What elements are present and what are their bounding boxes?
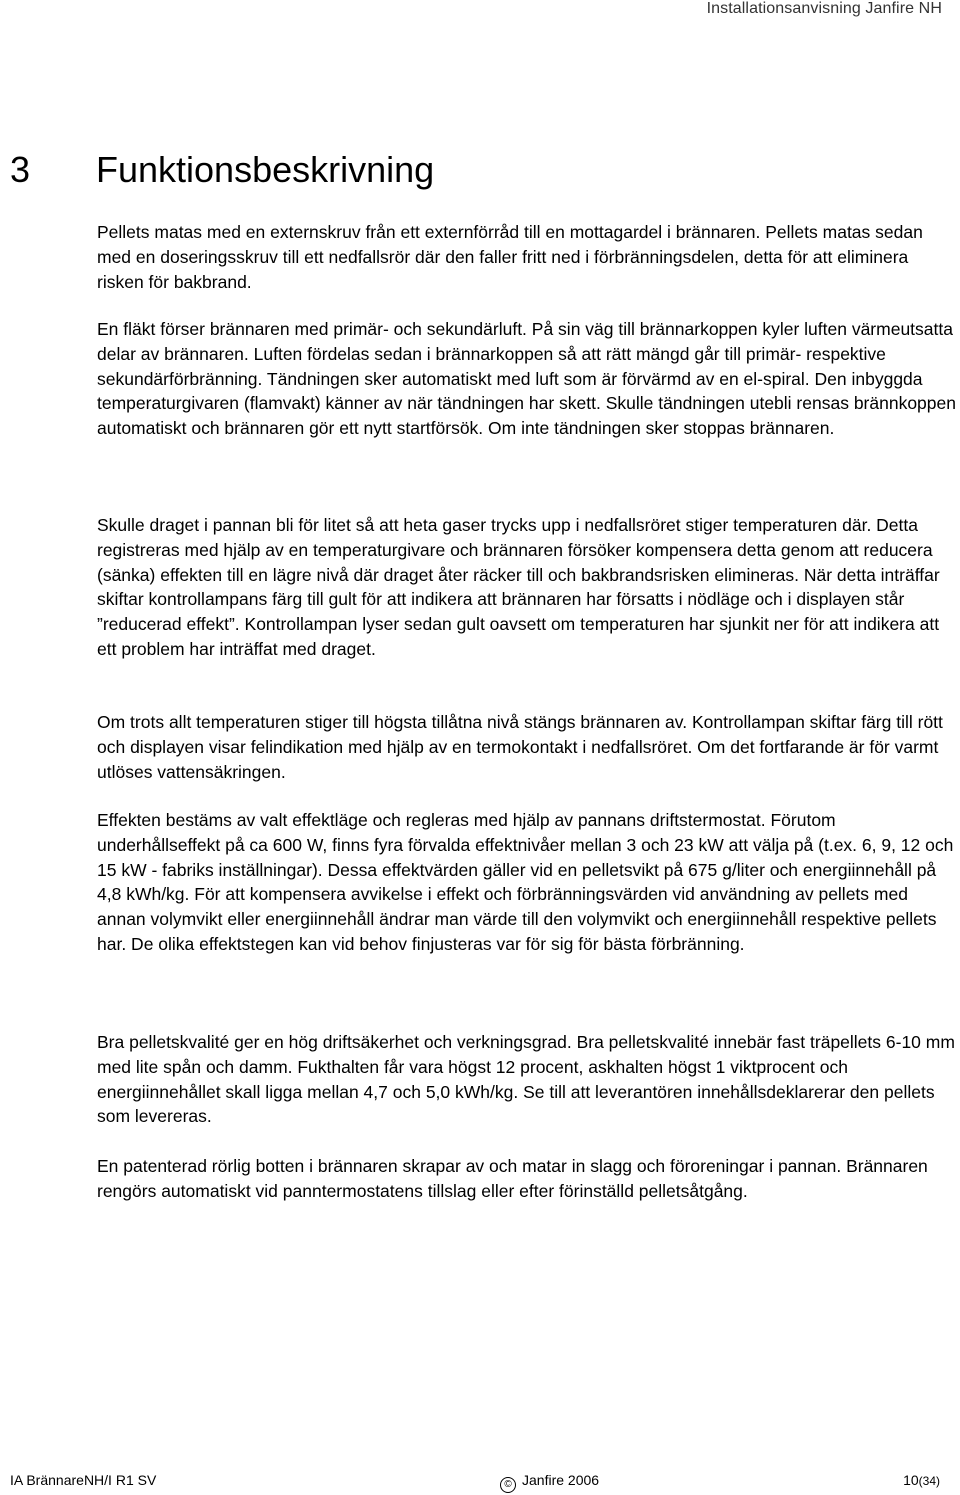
page-footer: [10, 1472, 940, 1494]
document-id: IA BrännareNH/I R1 SV: [10, 1472, 157, 1488]
copyright-icon: ©: [500, 1477, 516, 1493]
chapter-number: 3: [10, 149, 31, 190]
paragraph-5: [97, 808, 959, 957]
paragraph-text: En patenterad rörlig botten i brännaren skrapar av och matar in slagg och föroreningar i pannan. Brännaren rengörs automatiskt vid panntermostatens tillslag eller efter förinställd pelletsåtgång.: [97, 1156, 928, 1201]
paragraph-3: [97, 513, 959, 662]
paragraph-text: En fläkt förser brännaren med primär- och sekundärluft. På sin väg till brännarkoppen kyler luften värmeutsatta delar av brännaren. Luften fördelas sedan i brännarkoppen så att rätt mängd går till primär- respektive sekundärförbränning. Tändningen sker automatiskt med luft som är förvärmd av en el-spiral. Den inbyggda temperaturgivaren (flamvakt) känner av när tändningen har skett. Skulle tändningen utebli rensas brännkoppen automatiskt och brännaren gör ett nytt startförsök. Om inte tändningen sker stoppas brännaren.: [97, 319, 956, 439]
paragraph-1: [97, 220, 959, 294]
paragraph-6: [97, 1030, 959, 1129]
chapter-heading: [10, 148, 434, 192]
page-current: 10: [903, 1472, 919, 1488]
page-number: [903, 1472, 940, 1488]
paragraph-7: [97, 1154, 959, 1204]
paragraph-4: [97, 710, 959, 784]
paragraph-text: Effekten bestäms av valt effektläge och regleras med hjälp av pannans driftstermostat. Förutom underhållseffekt på ca 600 W, finns fyra förvalda effektnivåer mellan 3 och 23 kW att välja på (t.ex. 6, 9, 12 och 15 kW - fabriks inställningar). Dessa effektvärden gäller vid en pelletsvikt på 675 g/liter och energiinnehåll på 4,8 kWh/kg. För att kompensera avvikelse i effekt och förbränningsvärden vid användning av pellets med annan volymvikt eller energiinnehåll ändrar man värde till den volymvikt och energiinnehåll respektive pellets har. De olika effektstegen kan vid behov finjusteras var för sig för bästa förbränning.: [97, 810, 954, 954]
copyright-text: Janfire 2006: [522, 1472, 600, 1488]
page-total: (34): [918, 1474, 940, 1488]
paragraph-2: [97, 317, 959, 441]
running-header: Installationsanvisning Janfire NH: [706, 0, 942, 17]
paragraph-text: Skulle draget i pannan bli för litet så att heta gaser trycks upp i nedfallsröret stiger temperaturen där. Detta registreras med hjälp av en temperaturgivare och brännaren försöker kompensera detta genom att reducera (sänka) effekten till en lägre nivå där draget åter räcker till och bakbrandsrisken elimineras. När detta inträffar skiftar kontrollampans färg till gult för att indikera att brännaren har försatts i nödläge och i displayen står ”reducerad effekt”. Kontrollampan lyser sedan gult oavsett om temperaturen har sjunkit ner för att indikera att ett problem har inträffat med draget.: [97, 515, 940, 659]
paragraph-text: Om trots allt temperaturen stiger till högsta tillåtna nivå stängs brännaren av. Kontrollampan skiftar färg till rött och displayen visar felindikation med hjälp av en termokontakt i nedfallsröret. Om det fortfarande är för varmt utlöses vattensäkringen.: [97, 712, 943, 782]
paragraph-text: Bra pelletskvalité ger en hög driftsäkerhet och verkningsgrad. Bra pelletskvalité innebär fast träpellets 6-10 mm med lite spån och damm. Fukthalten får vara högst 12 procent, askhalten högst 1 viktprocent och energiinnehållet skall ligga mellan 4,7 och 5,0 kWh/kg. Se till att leverantören innehållsdeklarerar den pellets som levereras.: [97, 1032, 955, 1127]
copyright-notice: [500, 1472, 599, 1493]
paragraph-text: Pellets matas med en externskruv från ett externförråd till en mottagardel i brännaren. Pellets matas sedan med en doseringsskruv till ett nedfallsrör där den faller fritt ned i förbränningsdelen, detta för att eliminera risken för bakbrand.: [97, 222, 923, 292]
chapter-title: Funktionsbeskrivning: [96, 149, 435, 190]
